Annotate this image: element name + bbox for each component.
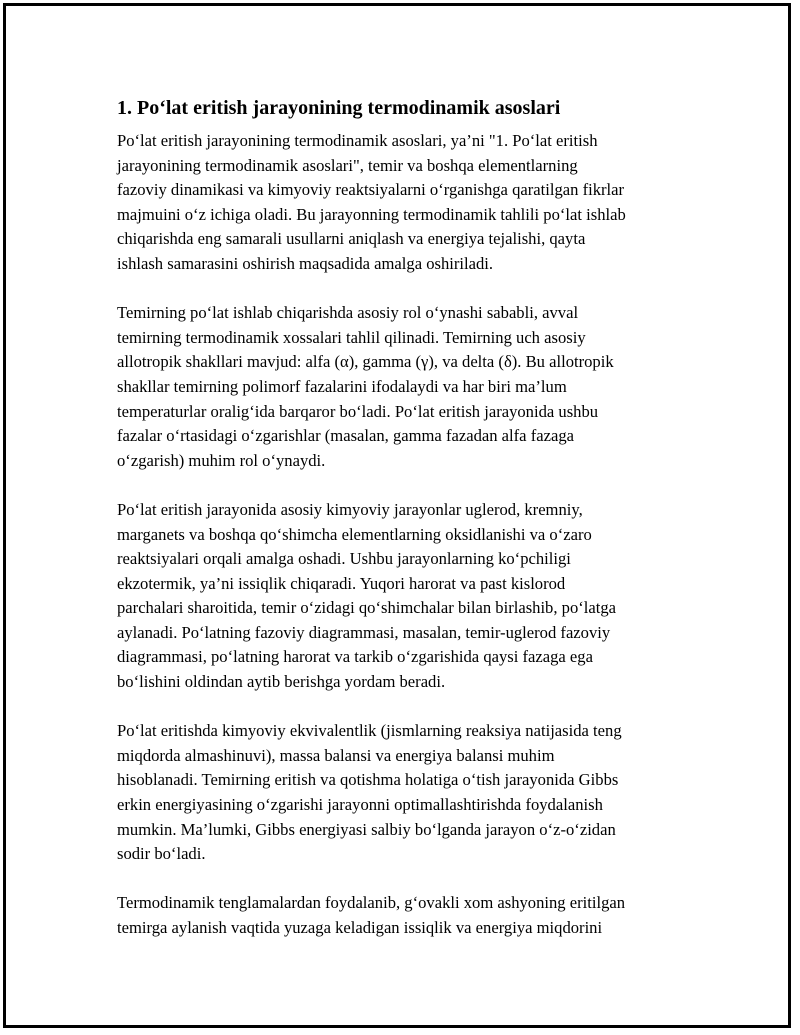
paragraph-line: reaktsiyalari orqali amalga oshadi. Ushbu jarayonlarning ko‘pchiligi (117, 549, 571, 569)
paragraph-line: jarayonining termodinamik asoslari", temir va boshqa elementlarning (117, 155, 578, 175)
paragraph-line: allotropik shakllari mavjud: alfa (α), gamma (γ), va delta (δ). Bu allotropik (117, 352, 614, 372)
paragraph-line: ishlash samarasini oshirish maqsadida amalga oshiriladi. (117, 253, 494, 273)
paragraph-line: Po‘lat eritishda kimyoviy ekvivalentlik (jismlarning reaksiya natijasida teng (117, 721, 622, 741)
paragraph-line: miqdorda almashinuvi), massa balansi va energiya balansi muhim (117, 745, 555, 765)
paragraph-line: chiqarishda eng samarali usullarni aniqlash va energiya tejalishi, qayta (117, 229, 586, 249)
paragraph-line: shakllar temirning polimorf fazalarini ifodalaydi va har biri ma’lum (117, 376, 567, 396)
paragraph-line: ekzotermik, ya’ni issiqlik chiqaradi. Yuqori harorat va past kislorod (117, 573, 566, 593)
paragraph-line: fazalar o‘rtasidagi o‘zgarishlar (masalan, gamma fazadan alfa fazaga (117, 426, 574, 446)
document-body (117, 95, 707, 965)
paragraph-1 (117, 129, 707, 277)
paragraph-line: temperaturlar oralig‘ida barqaror bo‘ladi. Po‘lat eritish jarayonida ushbu (117, 401, 599, 421)
paragraph-2 (117, 301, 707, 473)
paragraph-line: mumkin. Ma’lumki, Gibbs energiyasi salbiy bo‘lganda jarayon o‘z-o‘zidan (117, 819, 616, 839)
paragraph-5 (117, 891, 707, 940)
paragraph-line: sodir bo‘ladi. (117, 844, 206, 864)
paragraph-line: parchalari sharoitida, temir o‘zidagi qo‘shimchalar bilan birlashib, po‘latga (117, 598, 617, 618)
paragraph-line: Temirning po‘lat ishlab chiqarishda asosiy rol o‘ynashi sababli, avval (117, 303, 579, 323)
paragraph-4 (117, 719, 707, 867)
paragraph-line: Po‘lat eritish jarayonining termodinamik asoslari, ya’ni "1. Po‘lat eritish (117, 131, 598, 150)
paragraph-line: bo‘lishini oldindan aytib berishga yordam beradi. (117, 672, 446, 692)
paragraph-line: fazoviy dinamikasi va kimyoviy reaktsiyalarni o‘rganishga qaratilgan fikrlar (117, 180, 625, 200)
paragraph-line: Termodinamik tenglamalardan foydalanib, g‘ovakli xom ashyoning eritilgan (117, 893, 626, 913)
paragraph-line: temirning termodinamik xossalari tahlil qilinadi. Temirning uch asosiy (117, 327, 586, 347)
paragraph-line: o‘zgarish) muhim rol o‘ynaydi. (117, 450, 326, 470)
paragraph-line: majmuini o‘z ichiga oladi. Bu jarayonning termodinamik tahlili po‘lat ishlab (117, 204, 626, 224)
paragraph-line: erkin energiyasining o‘zgarishi jarayonni optimallashtirishda foydalanish (117, 795, 603, 815)
paragraph-line: aylanadi. Po‘latning fazoviy diagrammasi, masalan, temir-uglerod fazoviy (117, 622, 611, 642)
paragraph-line: temirga aylanish vaqtida yuzaga keladigan issiqlik va energiya miqdorini (117, 918, 603, 937)
paragraph-line: marganets va boshqa qo‘shimcha elementlarning oksidlanishi va o‘zaro (117, 524, 592, 544)
section-heading: 1. Po‘lat eritish jarayonining termodinamik asoslari (117, 97, 561, 119)
paragraph-line: diagrammasi, po‘latning harorat va tarkib o‘zgarishida qaysi fazaga ega (117, 647, 593, 667)
paragraph-3 (117, 498, 707, 695)
paragraph-line: Po‘lat eritish jarayonida asosiy kimyoviy jarayonlar uglerod, kremniy, (117, 499, 583, 519)
paragraph-line: hisoblanadi. Temirning eritish va qotishma holatiga o‘tish jarayonida Gibbs (117, 770, 619, 790)
